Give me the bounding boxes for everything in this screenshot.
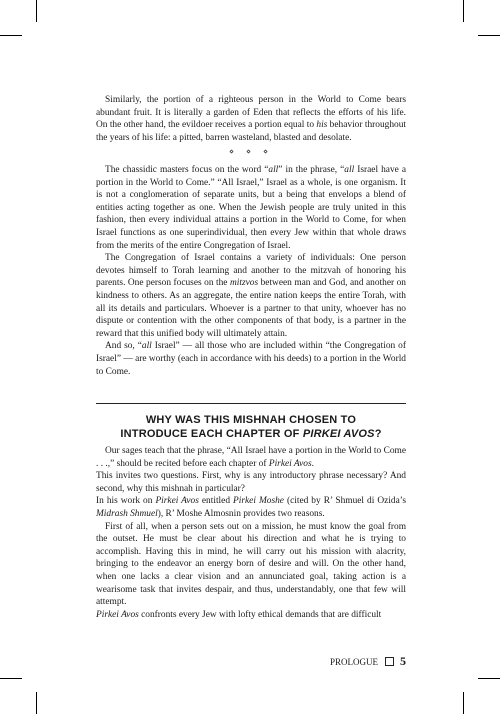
crop-mark-bottom-right-horizontal (478, 678, 500, 679)
page-number: 5 (400, 654, 406, 668)
paragraph: In his work on Pirkei Avos entitled Pirkei Moshe (cited by R’ Shmuel di Ozida’s Midrash Shmuel), R’ Moshe Almosnin provides two reasons. (96, 496, 406, 519)
paragraph: The chassidic masters focus on the word “all” in the phrase, “all Israel have a portion in the World to Come.” “All Israel,” Israel as a whole, is one organism. It is not a conglomeration of separate units, but a being that envelops a blend of entities acting together as one. When the Jewish people are truly united in this fashion, then every individual attains a portion in the World to Come, for when Israel functions as one superindividual, then every Jew within that whole draws from the merits of the entire Congregation of Israel. (96, 165, 406, 251)
crop-mark-bottom-left-vertical (36, 692, 37, 714)
paragraph: Similarly, the portion of a righteous person in the World to Come bears abundant fruit. It is literally a garden of Eden that reflects the efforts of his life. On the other hand, the evildoer receives a portion equal to his behavior throughout the years of his life: a pitted, barren wasteland, blasted and desolate. (96, 95, 406, 143)
page-footer (290, 654, 406, 669)
mishnah-section-paragraphs (96, 445, 406, 621)
crop-mark-bottom-left-horizontal (0, 678, 22, 679)
section-divider (96, 403, 406, 404)
section-break-ornament: ⋄ ⋄ ⋄ (228, 147, 274, 156)
crop-mark-top-left-horizontal (0, 35, 22, 36)
opening-paragraphs (96, 94, 406, 144)
paragraph: This invites two questions. First, why is any introductory phrase necessary? And second, why this mishnah in particular? (96, 471, 406, 494)
crop-mark-top-left-vertical (36, 0, 37, 22)
paragraph: Our sages teach that the phrase, “All Israel have a portion in the World to Come . . .,” should be recited before each chapter of Pirkei Avos. (96, 446, 406, 469)
crop-mark-top-right-vertical (463, 0, 464, 22)
paragraph: Pirkei Avos confronts every Jew with lofty ethical demands that are difficult (96, 609, 382, 620)
paragraph: The Congregation of Israel contains a variety of individuals: One person devotes himself to Torah learning and another to the mitzvah of honoring his parents. One person focuses on the mitzvos between man and God, and another on kindness to others. As an aggregate, the entire nation keeps the entire Torah, with all its details and particulars. Whoever is a partner to that unity, whoever has no dispute or contention with the other components of that body, is a partner in the reward that this unified body will ultimately attain. (96, 253, 406, 339)
paragraph: And so, “all Israel” — all those who are included within “the Congregation of Israel” — are worthy (each in accordance with his deeds) to a portion in the World to Come. (96, 341, 406, 377)
paragraph: First of all, when a person sets out on a mission, he must know the goal from the outset. He must be clear about his direction and what he is trying to accomplish. Having this in mind, he will carry out his mission with alacrity, bringing to the endeavor an energy born of desire and will. On the other hand, when one lacks a clear vision and an annunciated goal, taking action is a wearisome task that invites despair, and thus, understandably, one that few will attempt. (96, 521, 406, 608)
square-ornament-icon (385, 657, 394, 666)
section-heading-line-1: WHY WAS THIS MISHNAH CHOSEN TO (145, 414, 357, 426)
chassidic-paragraphs (96, 164, 406, 378)
crop-mark-top-right-horizontal (478, 35, 500, 36)
section-heading-line-2: INTRODUCE EACH CHAPTER OF PIRKEI AVOS? (120, 428, 382, 440)
section-heading (96, 413, 406, 441)
running-section-title: PROLOGUE (329, 657, 378, 667)
crop-mark-bottom-right-vertical (463, 692, 464, 714)
